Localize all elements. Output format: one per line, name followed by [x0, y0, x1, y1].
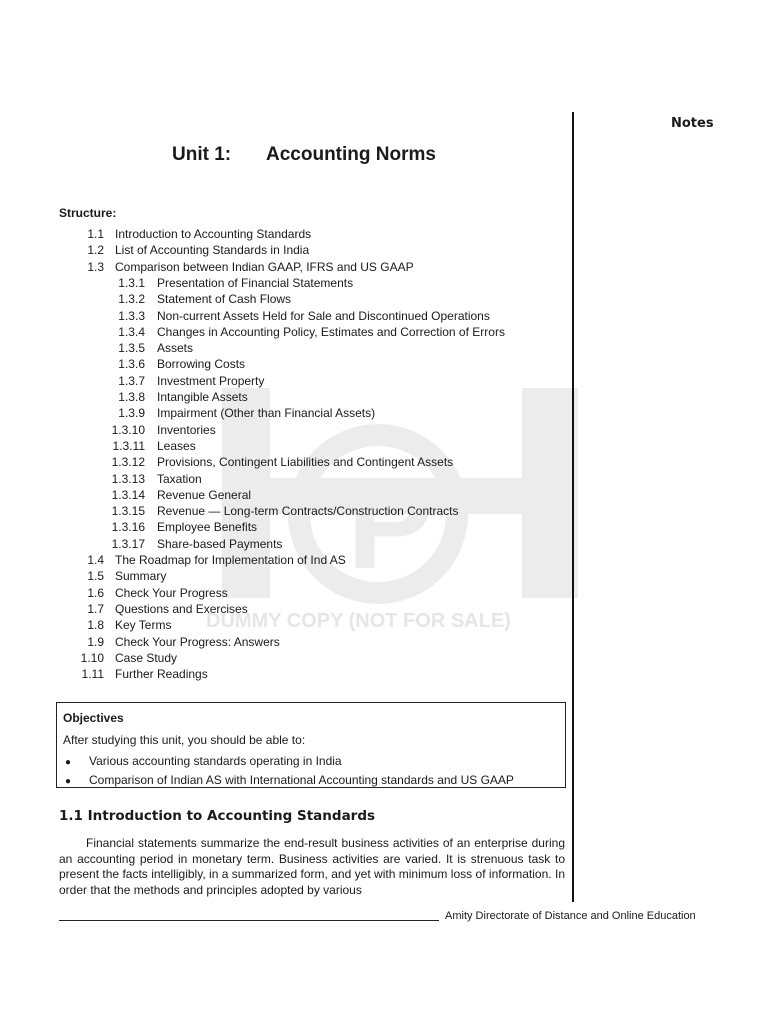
toc-item-number: 1.3.1 — [118, 275, 145, 290]
toc-item-number: 1.3.6 — [118, 357, 145, 372]
objective-item: ● Various accounting standards operating in India — [65, 754, 342, 768]
toc-item-label: Taxation — [157, 471, 202, 486]
toc-item-label: Check Your Progress: Answers — [115, 634, 280, 649]
toc-item-label: Key Terms — [115, 618, 172, 633]
toc-item-number: 1.3.3 — [118, 308, 145, 323]
toc-item-label: Statement of Cash Flows — [157, 292, 292, 307]
toc-item-label: Summary — [115, 569, 167, 584]
toc-item-number: 1.3.5 — [118, 341, 145, 356]
toc-item-label: Provisions, Contingent Liabilities and Contingent Assets — [157, 455, 454, 470]
objectives-heading: Objectives — [63, 711, 124, 725]
toc-item-label: Investment Property — [157, 373, 265, 388]
toc-item-label: Revenue General — [157, 487, 252, 502]
toc-item-number: 1.11 — [81, 667, 104, 682]
toc-item-label: Presentation of Financial Statements — [157, 275, 354, 290]
toc-item-label: Further Readings — [115, 667, 208, 682]
bullet-icon: ● — [65, 776, 72, 787]
toc-item-number: 1.3.16 — [111, 520, 145, 535]
footer-rule — [59, 920, 439, 921]
margin-divider — [572, 112, 574, 902]
toc-item-label: Employee Benefits — [157, 520, 258, 535]
toc-item-label: Intangible Assets — [157, 390, 248, 404]
toc-item-label: The Roadmap for Implementation of Ind AS — [115, 553, 346, 567]
toc-item-number: 1.3.7 — [118, 373, 145, 388]
toc-item-number: 1.7 — [87, 601, 104, 616]
toc-item-label: Case Study — [115, 650, 178, 665]
toc-item-number: 1.3.8 — [118, 390, 145, 404]
unit-name: Accounting Norms — [266, 144, 436, 165]
toc-item-number: 1.3.2 — [118, 292, 145, 307]
toc-item-label: Inventories — [157, 422, 216, 437]
toc-item-number: 1.2 — [87, 243, 104, 258]
toc-item-label: List of Accounting Standards in India — [115, 243, 310, 258]
objectives-intro: After studying this unit, you should be able to: — [63, 733, 306, 747]
toc-item-number: 1.9 — [87, 634, 104, 649]
toc-item-label: Non-current Assets Held for Sale and Discontinued Operations — [157, 308, 490, 323]
toc-item-label: Comparison between Indian GAAP, IFRS and US GAAP — [115, 259, 414, 274]
toc-item-label: Check Your Progress — [115, 585, 228, 600]
bullet-icon: ● — [65, 757, 72, 768]
toc-item-label: Introduction to Accounting Standards — [115, 227, 312, 241]
objective-item: ● Comparison of Indian AS with International Accounting standards and US GAAP — [65, 773, 514, 787]
toc-item-number: 1.3.11 — [112, 438, 145, 453]
toc-item-label: Borrowing Costs — [157, 357, 246, 372]
toc-item-number: 1.6 — [87, 585, 104, 600]
toc-item-number: 1.3.15 — [111, 504, 145, 519]
toc-item-number: 1.3.9 — [118, 406, 145, 421]
footer-text: Amity Directorate of Distance and Online Education — [445, 910, 696, 922]
toc-item-number: 1.3 — [87, 259, 104, 274]
toc-item-label: Share-based Payments — [157, 536, 283, 551]
body-paragraph: Financial statements summarize the end-result business activities of an enterprise during an accounting period in monetary term. Business activities are varied. It is strenuous task to present the facts intelligibly, in a summarized form, and yet with minimum loss of information. In order that the methods and principles adopted by various — [59, 836, 565, 897]
toc-item-label: Changes in Accounting Policy, Estimates and Correction of Errors — [157, 324, 505, 339]
section-heading: 1.1 Introduction to Accounting Standards — [59, 808, 376, 824]
toc-item-number: 1.1 — [87, 227, 104, 241]
toc-item-number: 1.5 — [87, 569, 104, 584]
toc-item-label: Questions and Exercises — [115, 601, 248, 616]
toc-item-number: 1.3.17 — [111, 536, 145, 551]
publisher-watermark: P DUMMY COPY (NOT FOR SALE) — [222, 388, 582, 638]
toc-item-number: 1.3.4 — [118, 324, 145, 339]
unit-number: Unit 1: — [172, 144, 232, 165]
toc-item-label: Revenue — Long-term Contracts/Construction Contracts — [157, 504, 459, 519]
toc-item-label: Leases — [157, 438, 196, 453]
toc-item-number: 1.3.10 — [111, 422, 145, 437]
toc-item-number: 1.8 — [87, 618, 104, 633]
toc-item-label: Impairment (Other than Financial Assets) — [157, 406, 376, 421]
objectives-box — [56, 702, 566, 788]
toc-item-number: 1.4 — [87, 553, 104, 567]
structure-heading: Structure: — [59, 206, 117, 220]
unit-title — [172, 144, 436, 166]
toc-item-number: 1.3.13 — [111, 471, 145, 486]
notes-label: Notes — [671, 116, 714, 131]
toc-item-number: 1.3.12 — [111, 455, 145, 470]
watermark-text: DUMMY COPY (NOT FOR SALE) — [206, 610, 511, 632]
toc-item-label: Assets — [157, 341, 194, 356]
toc-item-number: 1.10 — [80, 650, 104, 665]
toc-item-number: 1.3.14 — [111, 487, 145, 502]
